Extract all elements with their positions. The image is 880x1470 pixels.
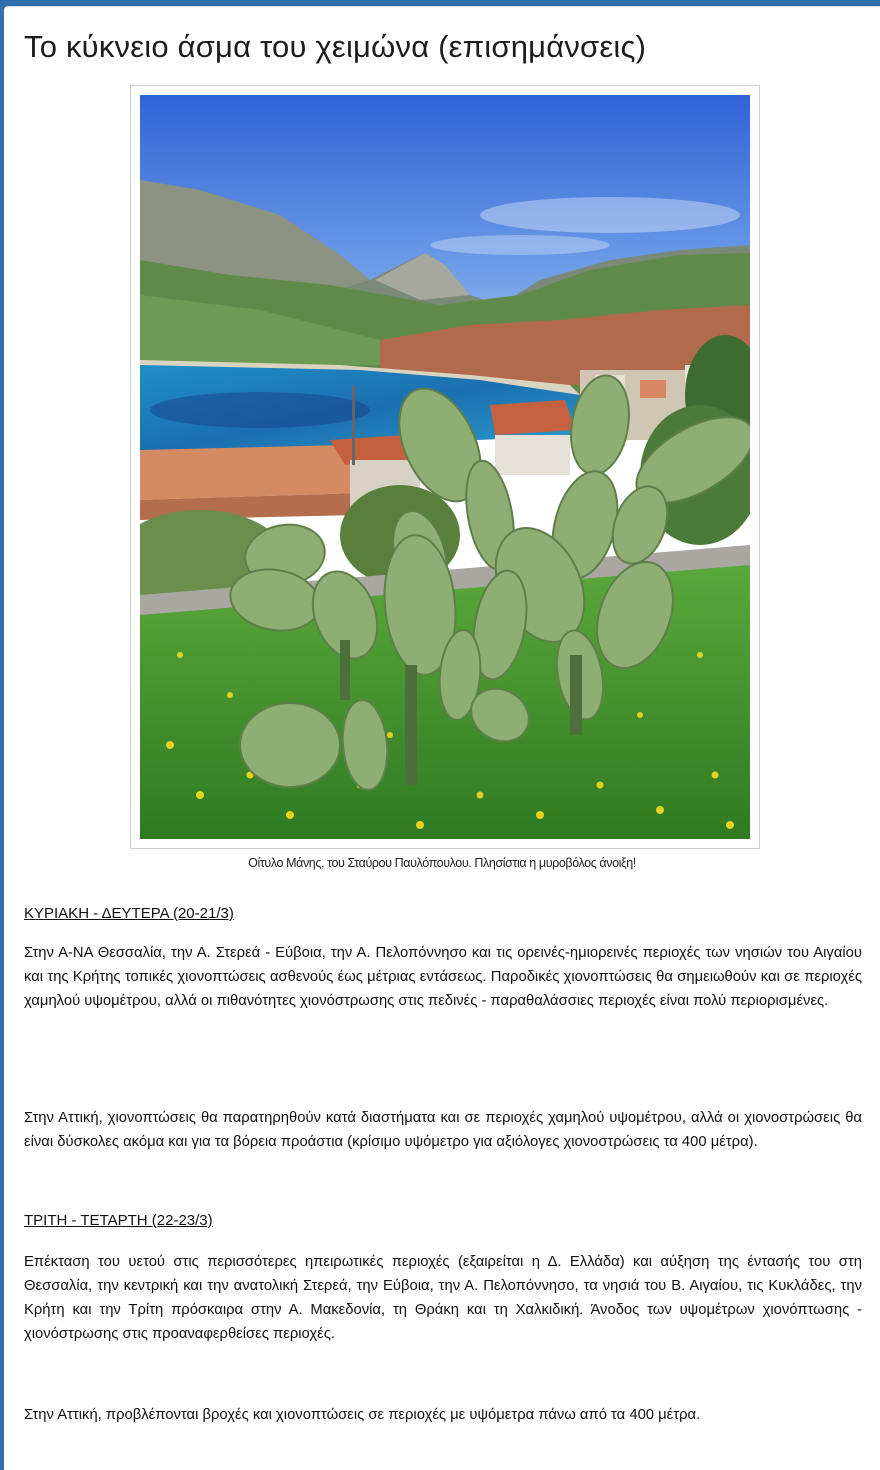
- paragraph-sunday-monday-2: Στην Αττική, χιονοπτώσεις θα παρατηρηθούν κατά διαστήματα και σε περιοχές χαμηλού υψομέτρου, αλλά οι χιονοστρώσεις θα είναι δύσκολες ακόμα και για τα βόρεια προάστια (κρίσιμο υψόμετρο για αξιόλογες χιονοστρώσεις τα 400 μέτρα).: [24, 1110, 862, 1150]
- section-heading-tuesday-wednesday: ΤΡΙΤΗ - ΤΕΤΑΡΤΗ (22-23/3): [24, 1212, 213, 1229]
- paragraph-tuesday-wednesday-1: Επέκταση του υετού στις περισσότερες ηπειρωτικές περιοχές (εξαιρείται η Δ. Ελλάδα) και αύξηση της έντασής του στη Θεσσαλία, την κεντρική και την ανατολική Στερεά, την Εύβοια, την Α. Πελοπόννησο, τα νησιά του Β. Αιγαίου, τις Κυκλάδες, την Κρήτη και την Τρίτη πρόσκαιρα στην Α. Μακεδονία, τη Θράκη και τη Χαλκιδική. Άνοδος των υψομέτρων χιονόπτωσης - χιονόστρωσης στις προαναφερθείσες περιοχές.: [24, 1254, 862, 1342]
- article-container: [4, 6, 880, 1470]
- paragraph-tuesday-wednesday-2: Στην Αττική, προβλέπονται βροχές και χιονοπτώσεις σε περιοχές με υψόμετρα πάνω από τα 400 μέτρα.: [24, 1407, 701, 1423]
- article-image-frame: [130, 85, 760, 849]
- paragraph-sunday-monday-1: Στην Α-ΝΑ Θεσσαλία, την Α. Στερεά - Εύβοια, την Α. Πελοπόννησο και τις ορεινές-ημιορεινές περιοχές των νησιών του Αιγαίου και της Κρήτης τοπικές χιονοπτώσεις ασθενούς έως μέτριας εντάσεως. Παροδικές χιονοπτώσεις θα σημειωθούν και σε περιοχές χαμηλού υψομέτρου, αλλά οι πιθανότητες χιονόστρωσης στις πεδινές - παραθαλάσσιες περιοχές είναι πολύ περιορισμένες.: [24, 945, 862, 1009]
- section-heading-sunday-monday: ΚΥΡΙΑΚΗ - ΔΕΥΤΕΡΑ (20-21/3): [24, 905, 234, 922]
- image-caption: Οίτυλο Μάνης, του Σταύρου Παυλόπουλου. Πλησίστια η μυροβόλος άνοιξη!: [248, 856, 636, 870]
- landscape-photo-icon: [140, 95, 750, 839]
- article-title: Το κύκνειο άσμα του χειμώνα (επισημάνσεις): [24, 29, 647, 64]
